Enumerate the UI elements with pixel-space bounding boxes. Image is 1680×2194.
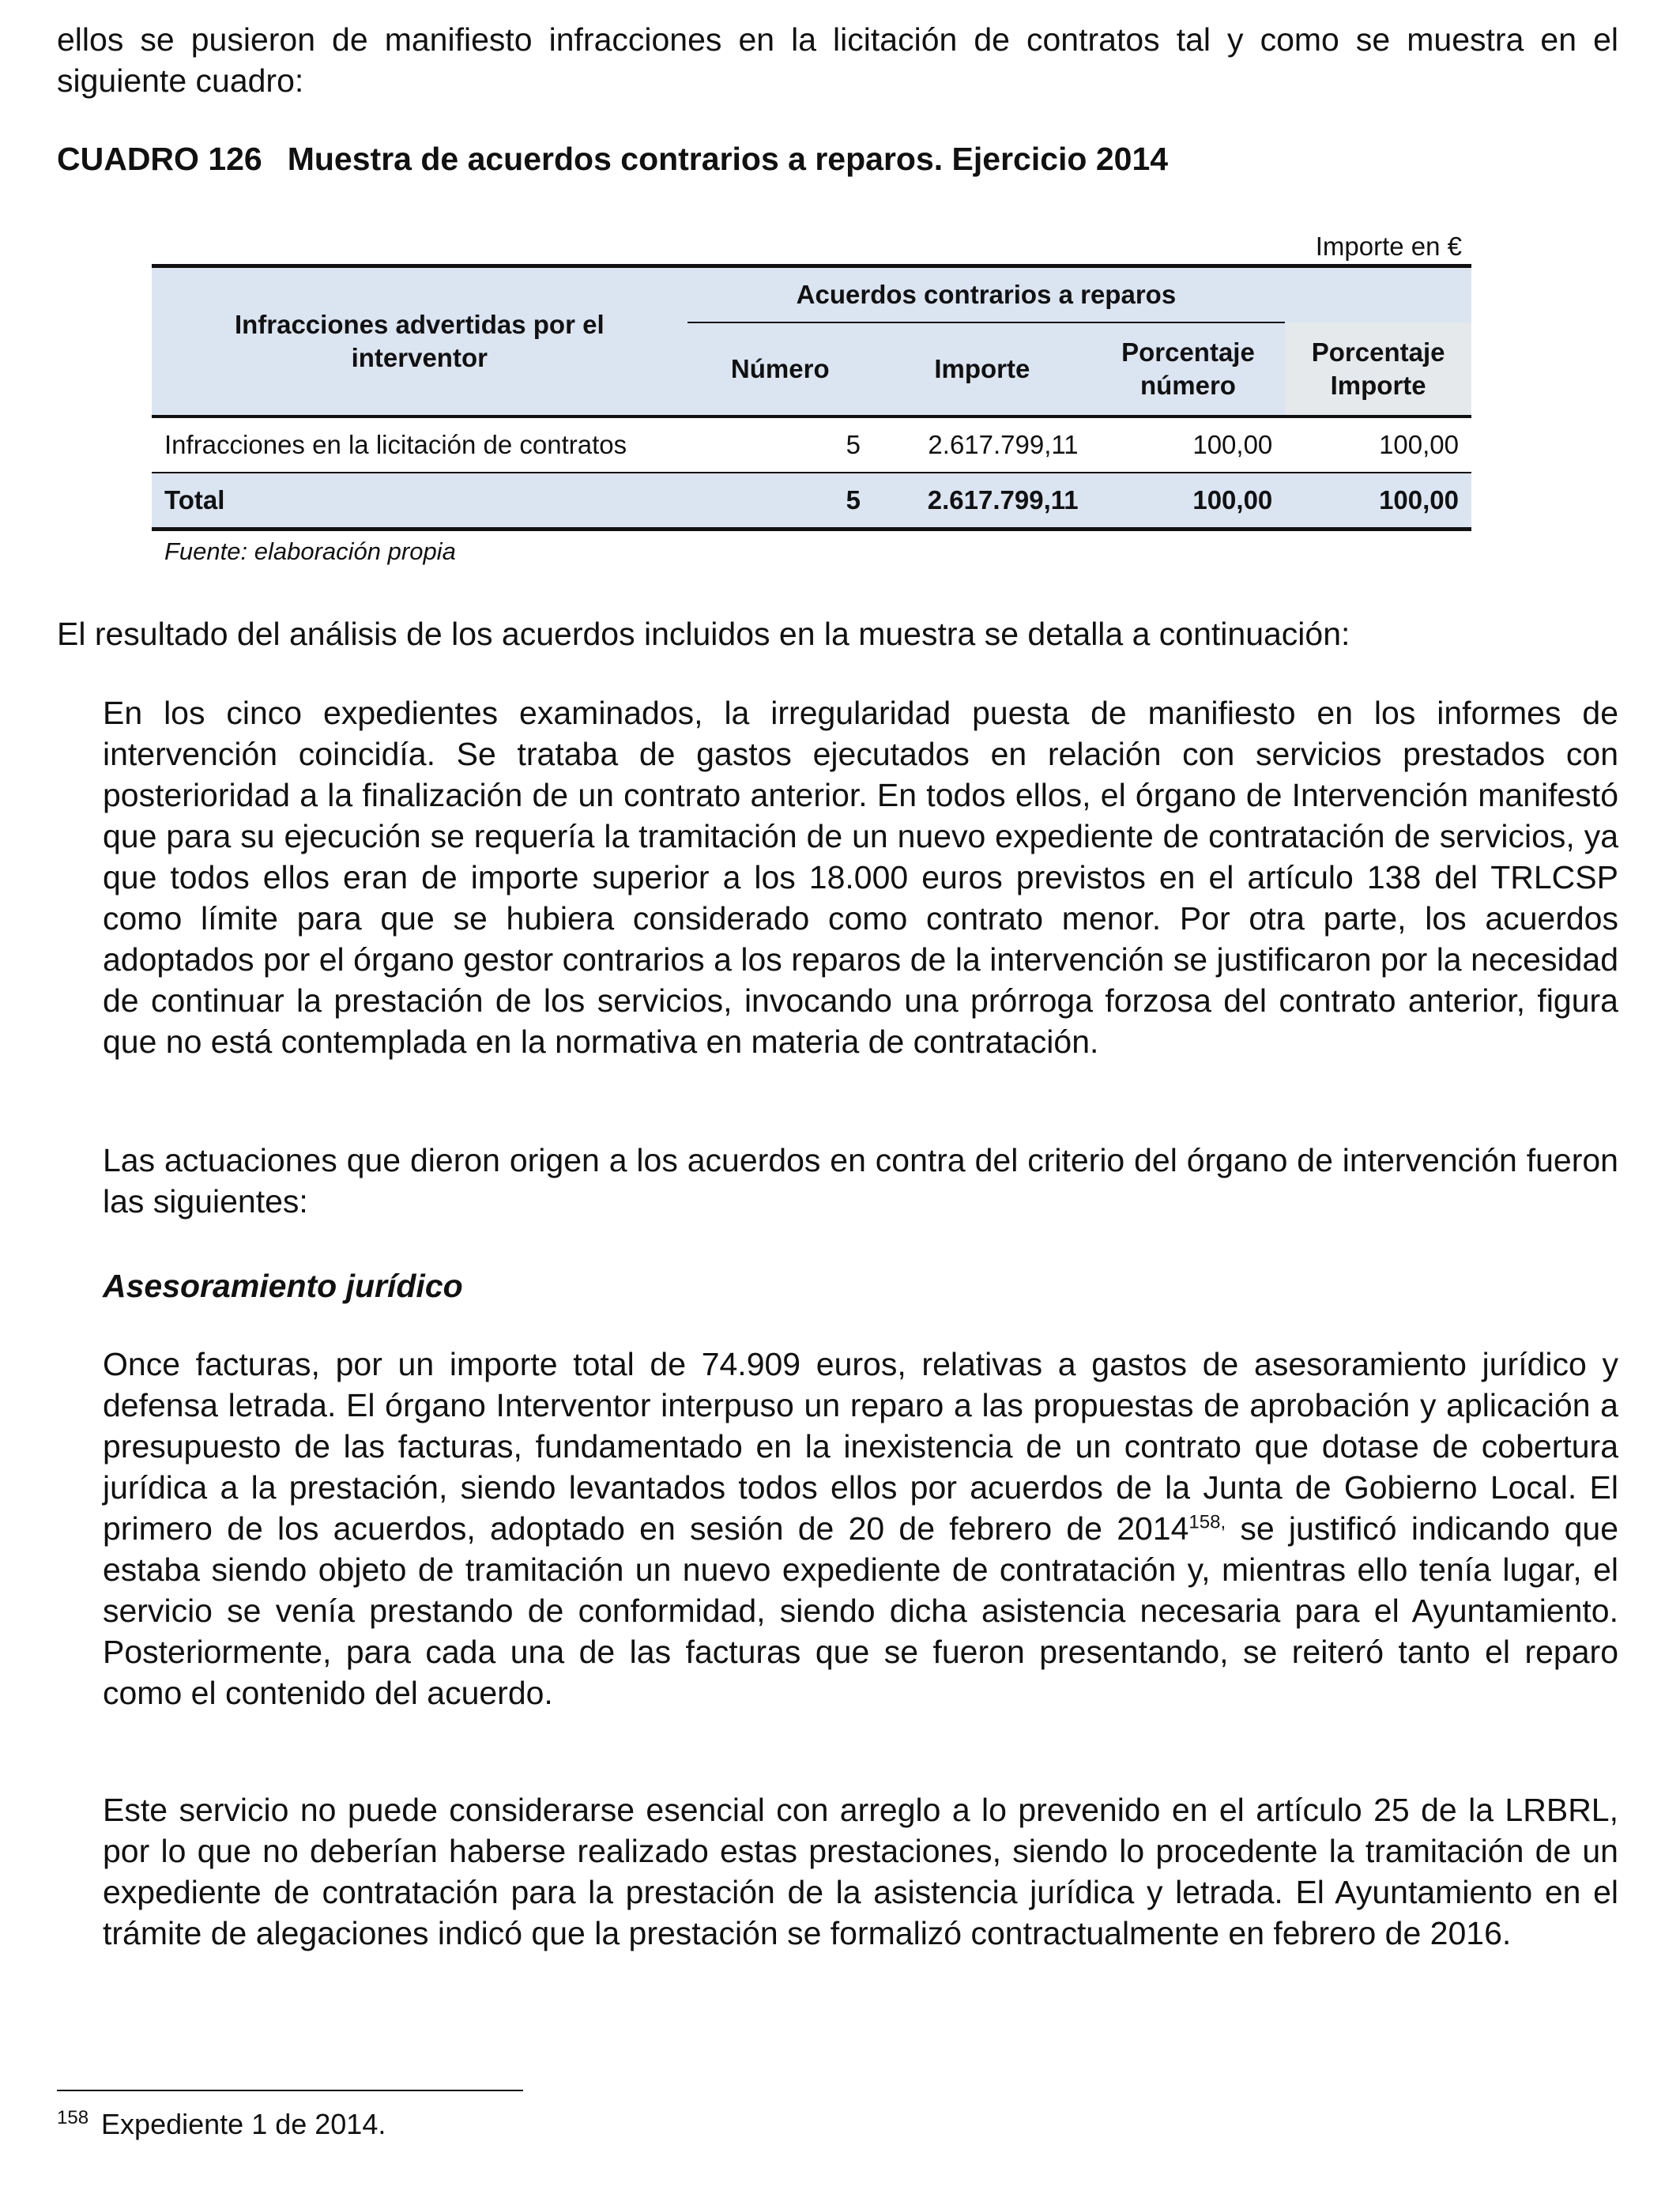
caption-number: CUADRO 126 [57, 141, 262, 177]
header-row-label: Infracciones advertidas por el interventor [152, 266, 687, 417]
footnote-reference[interactable]: 158, [1188, 1511, 1226, 1533]
result-paragraph: El resultado del análisis de los acuerdos incluidos en la muestra se detalla a continuación: [57, 616, 1350, 652]
footnote [57, 2107, 386, 2141]
actuaciones-paragraph: Las actuaciones que dieron origen a los acuerdos en contra del criterio del órgano de intervención fueron las siguientes: [103, 1142, 1618, 1220]
header-group: Acuerdos contrarios a reparos [687, 266, 1286, 323]
header-group-blank [1285, 266, 1471, 323]
row-numero: 5 [687, 417, 873, 473]
row-label: Infracciones en la licitación de contratos [152, 417, 687, 473]
caption-title: Muestra de acuerdos contrarios a reparos. Ejercicio 2014 [287, 141, 1169, 177]
total-numero: 5 [687, 473, 873, 530]
summary-table-block [152, 229, 1471, 566]
header-importe: Importe [873, 322, 1091, 417]
cinco-expedientes-paragraph: En los cinco expedientes examinados, la irregularidad puesta de manifiesto en los informes de intervención coincidía. Se trataba de gastos ejecutados en relación con servicios prestados con posterioridad a la finalización de un contrato anterior. En todos ellos, el órgano de Intervención manifestó que para su ejecución se requería la tramitación de un nuevo expediente de contratación de servicios, ya que todos ellos eran de importe superior a los 18.000 euros previstos en el artículo 138 del TRLCSP como límite para que se hubiera considerado como contrato menor. Por otra parte, los acuerdos adoptados por el órgano gestor contrarios a los reparos de la intervención se justificaron por la necesidad de continuar la prestación de los servicios, invocando una prórroga forzosa del contrato anterior, figura que no está contemplada en la normativa en materia de contratación. [103, 695, 1618, 1060]
footnote-text: Expediente 1 de 2014. [101, 2108, 386, 2140]
total-label: Total [152, 473, 687, 530]
row-importe: 2.617.799,11 [873, 417, 1091, 473]
header-numero: Número [687, 322, 873, 417]
total-pct-numero: 100,00 [1091, 473, 1286, 530]
total-pct-importe: 100,00 [1285, 473, 1471, 530]
header-pct-numero: Porcentaje número [1091, 322, 1286, 417]
total-importe: 2.617.799,11 [873, 473, 1091, 530]
footnote-number: 158 [57, 2107, 89, 2128]
servicio-paragraph: Este servicio no puede considerarse esencial con arreglo a lo prevenido en el artículo 25 de la LRBRL, por lo que no deberían haberse realizado estas prestaciones, siendo lo procedente la tramitación de un expediente de contratación para la prestación de la asistencia jurídica y letrada. El Ayuntamiento en el trámite de alegaciones indicó que la prestación se formalizó contractualmente en febrero de 2016. [103, 1792, 1618, 1951]
table-source: Fuente: elaboración propia [164, 537, 456, 565]
row-pct-importe: 100,00 [1285, 417, 1471, 473]
total-row [152, 473, 1471, 530]
header-pct-importe: Porcentaje Importe [1285, 322, 1471, 417]
section-subheading: Asesoramiento jurídico [103, 1268, 463, 1304]
row-pct-numero: 100,00 [1091, 417, 1286, 473]
unit-note: Importe en € [1315, 232, 1462, 261]
table-caption [57, 141, 1168, 178]
once-facturas-text-a: Once facturas, por un importe total de 74.909 euros, relativas a gastos de asesoramiento jurídico y defensa letrada. El órgano Interventor interpuso un reparo a las propuestas de aprobación y aplicación a presupuesto de las facturas, fundamentado en la inexistencia de un contrato que dotase de cobertura jurídica a la prestación, siendo levantados todos ellos por acuerdos de la Junta de Gobierno Local. El primero de los acuerdos, adoptado en sesión de 20 de febrero de 2014 [103, 1346, 1618, 1547]
footnote-separator [57, 2090, 523, 2091]
summary-table [152, 264, 1471, 531]
once-facturas-text-b: se justificó indicando que estaba siendo objeto de tramitación un nuevo expediente de contratación y, mientras ello tenía lugar, el servicio se venía prestando de conformidad, siendo dicha asistencia necesaria para el Ayuntamiento. Posteriormente, para cada una de las facturas que se fueron presentando, se reiteró tanto el reparo como el contenido del acuerdo. [103, 1510, 1618, 1711]
intro-paragraph: ellos se pusieron de manifiesto infracciones en la licitación de contratos tal y como se muestra en el siguiente cuadro: [57, 21, 1618, 99]
table-row [152, 417, 1471, 473]
once-facturas-paragraph [103, 1344, 1618, 1713]
